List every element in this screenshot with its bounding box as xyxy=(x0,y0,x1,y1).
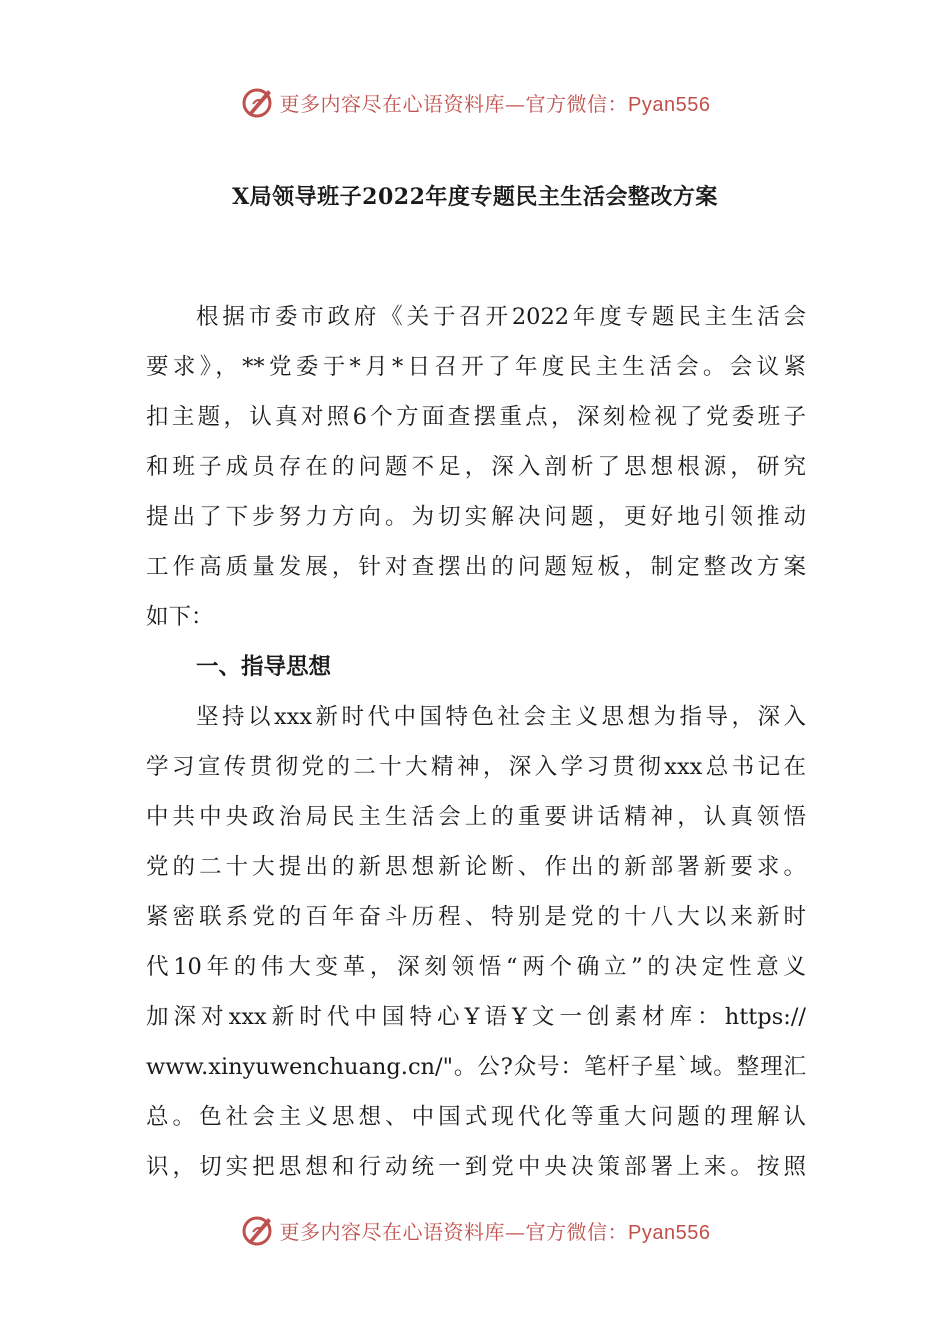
paragraph-line: 代10年的伟大变革，深刻领悟“两个确立”的决定性意义 xyxy=(146,954,806,980)
paragraph-line: 党的二十大提出的新思想新论断、作出的新部署新要求。 xyxy=(146,854,806,880)
paragraph-line: 如下： xyxy=(146,604,214,630)
paragraph-line: 学习宣传贯彻党的二十大精神，深入学习贯彻xxx总书记在 xyxy=(146,754,806,780)
pen-logo-icon xyxy=(240,84,276,120)
paragraph-line: 坚持以xxx新时代中国特色社会主义思想为指导，深入 xyxy=(196,704,806,730)
paragraph-line: 识，切实把思想和行动统一到党中央决策部署上来。按照 xyxy=(146,1154,806,1180)
paragraph-line: 提出了下步努力方向。为切实解决问题，更好地引领推动 xyxy=(146,504,806,530)
pen-logo-icon xyxy=(240,1212,276,1248)
paragraph-line: 根据市委市政府《关于召开2022年度专题民主生活会 xyxy=(196,304,806,330)
paragraph-line: 和班子成员存在的问题不足，深入剖析了思想根源，研究 xyxy=(146,454,806,480)
banner-text xyxy=(280,88,711,117)
paragraph-line: 要求》，**党委于*月*日召开了年度民主生活会。会议紧 xyxy=(146,354,806,380)
paragraph-line: 中共中央政治局民主生活会上的重要讲话精神，认真领悟 xyxy=(146,804,806,830)
banner-wechat-id: Pyan556 xyxy=(628,1221,711,1244)
paragraph-line: 紧密联系党的百年奋斗历程、特别是党的十八大以来新时 xyxy=(146,904,806,930)
paragraph-line: 扣主题，认真对照6个方面查摆重点，深刻检视了党委班子 xyxy=(146,404,806,430)
footer-banner xyxy=(0,1210,950,1250)
section-heading: 一、指导思想 xyxy=(196,654,332,680)
document-title: X局领导班子2022年度专题民主生活会整改方案 xyxy=(232,184,718,210)
paragraph-line: www.xinyuwenchuang.cn/"。公?众号：笔杆子星`域。整理汇 xyxy=(146,1054,806,1080)
paragraph-line: 工作高质量发展，针对查摆出的问题短板，制定整改方案 xyxy=(146,554,806,580)
banner-text xyxy=(280,1216,711,1245)
document-body xyxy=(146,292,806,1192)
banner-slogan: 更多内容尽在心语资料库—官方微信： xyxy=(279,1219,629,1244)
banner-slogan: 更多内容尽在心语资料库—官方微信： xyxy=(279,91,629,116)
paragraph-line: 总。色社会主义思想、中国式现代化等重大问题的理解认 xyxy=(146,1104,806,1130)
header-banner xyxy=(0,82,950,122)
paragraph-line: 加深对xxx新时代中国特心Ұ语Ұ文一创素材库：https:// xyxy=(146,1004,806,1030)
banner-wechat-id: Pyan556 xyxy=(628,93,711,116)
